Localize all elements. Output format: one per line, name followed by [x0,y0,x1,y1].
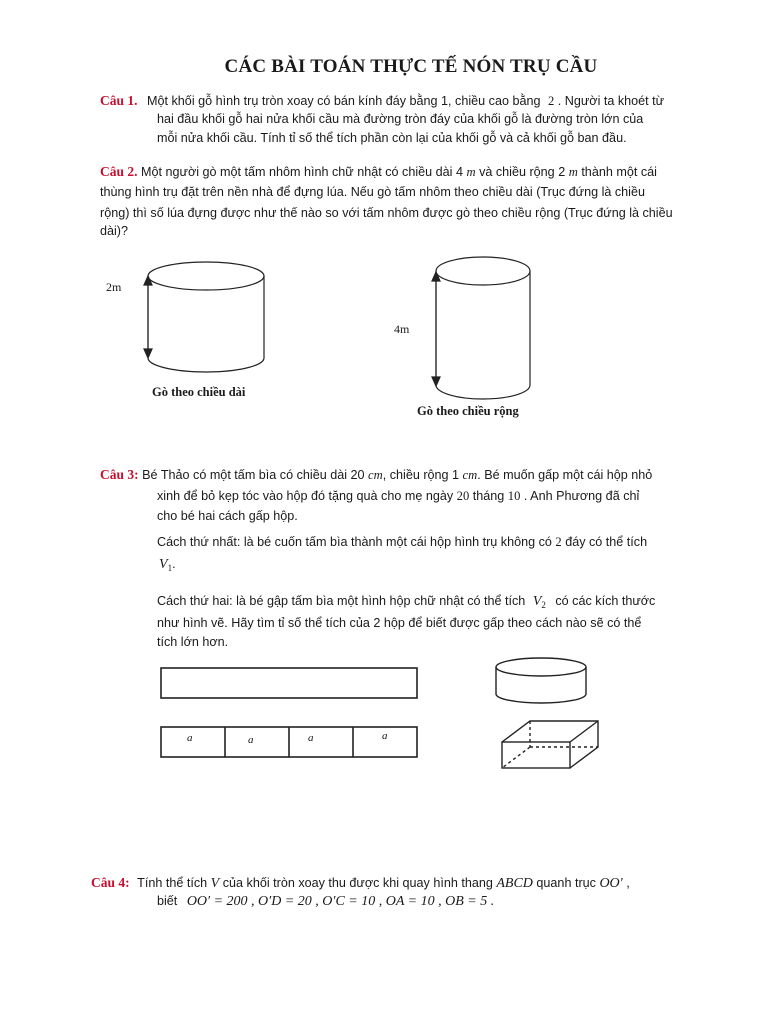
fig1-caption: Gò theo chiều dài [152,385,246,399]
segment-label-a: a [308,732,314,744]
q2-line-1: Câu 2. Một người gò một tấm nhôm hình chữ nhật có chiều dài 4 m và chiều rộng 2 m thành một cái [100,164,657,179]
small-cylinder [496,658,586,703]
segment-label-a: a [382,730,388,742]
q1-line-1: Câu 1. Một khối gỗ hình trụ tròn xoay có bán kính đáy bằng 1, chiều cao bằng 2 . Người ta khoét từ [100,93,665,108]
q3-way2-line-3: tích lớn hơn. [157,635,229,649]
cardboard-strip [161,668,417,698]
q3-label: Câu 3: [100,467,139,482]
fig2-dimension: 4m [394,322,410,336]
segment-label-a: a [248,734,254,746]
q2-line-3: rộng) thì số lúa đựng được như thế nào so với tấm nhôm được gò theo chiều rộng (Trục đứng là chiều [100,206,673,220]
fig2-caption: Gò theo chiều rộng [417,404,519,418]
fig1-dimension: 2m [106,280,122,294]
q3-v1: $V_1$. [159,557,176,573]
q3-line-2: xinh để bỏ kẹp tóc vào hộp đó tặng quà cho mẹ ngày 20 tháng 10 . Anh Phương đã chỉ [157,489,640,503]
q2-label: Câu 2. [100,164,138,179]
q4-line-1: Câu 4: Tính thể tích V của khối tròn xoay thu được khi quay hình thang ABCD quanh trục OO′ , [91,875,630,891]
folded-strip [161,727,417,757]
q1-line-2: hai đầu khối gỗ hai nửa khối cầu mà đường tròn đáy của khối gỗ là đường tròn lớn của [157,112,644,126]
q3-line-3: cho bé hai cách gấp hộp. [157,509,298,523]
q2-line-4: dài)? [100,224,129,238]
segment-label-a: a [187,732,193,744]
q4-label: Câu 4: [91,875,130,890]
q3-way1-line-1: Cách thứ nhất: là bé cuốn tấm bìa thành một cái hộp hình trụ không có 2 đáy có thể tích [157,535,648,549]
q1-line-3: mỗi nửa khối cầu. Tính tỉ số thể tích phần còn lại của khối gỗ và cả khối gỗ ban đầu. [157,131,627,145]
q1-label: Câu 1. [100,93,138,108]
q3-way2-line-1: Cách thứ hai: là bé gập tấm bìa một hình hộp chữ nhật có thể tích $V_2$ có các kích thước [157,594,656,610]
q3-way2-line-2: như hình vẽ. Hãy tìm tỉ số thể tích của 2 hộp để biết được gấp theo cách nào sẽ có thể [157,616,642,630]
q3-line-1: Câu 3: Bé Thảo có một tấm bìa có chiều dài 20 cm, chiều rộng 1 cm. Bé muốn gấp một cái hộp nhỏ [100,467,653,482]
page-title: CÁC BÀI TOÁN THỰC TẾ NÓN TRỤ CẦU [224,56,598,77]
q2-line-2: thùng hình trụ đặt trên nền nhà để đựng lúa. Nếu gò tấm nhôm theo chiều dài (Trục đứng là chiều [100,185,645,199]
box-prism [502,721,598,768]
q4-line-2: biết OO′ = 200 , O′D = 20 , O′C = 10 , OA = 10 , OB = 5 . [157,894,495,909]
